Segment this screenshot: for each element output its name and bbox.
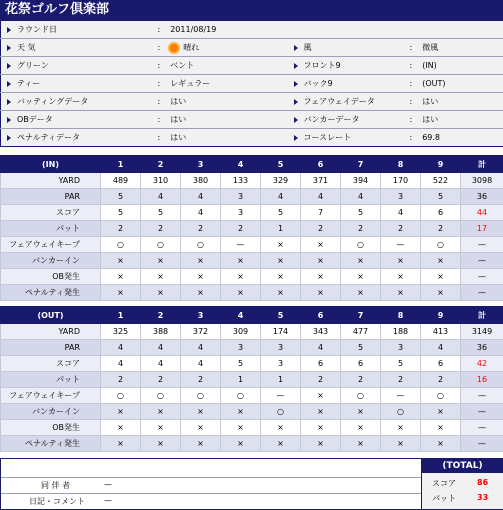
score-cell: 4 [381, 205, 421, 221]
score-cell: 4 [301, 340, 341, 356]
hole-header: 7 [341, 156, 381, 173]
row-label: YARD [1, 173, 101, 189]
score-cell: 2 [301, 221, 341, 237]
score-cell: × [141, 253, 181, 269]
arrow-icon [294, 135, 298, 141]
score-cell: ○ [381, 404, 421, 420]
score-cell: × [101, 285, 141, 301]
score-cell: ○ [141, 388, 181, 404]
info-row [1, 21, 503, 39]
score-cell: 4 [181, 189, 221, 205]
score-cell: 3 [261, 340, 301, 356]
hole-header: 6 [301, 307, 341, 324]
total-score-label: スコア [432, 479, 456, 488]
score-cell: 522 [421, 173, 461, 189]
score-cell: × [301, 253, 341, 269]
hole-header: 計 [461, 156, 503, 173]
score-cell: ○ [101, 237, 141, 253]
row-total: 17 [461, 221, 503, 237]
row-total: — [461, 253, 503, 269]
arrow-icon [7, 81, 11, 87]
score-cell: 6 [341, 356, 381, 372]
score-cell: × [261, 420, 301, 436]
score-cell: × [421, 253, 461, 269]
score-cell: × [341, 253, 381, 269]
score-cell: × [301, 436, 341, 452]
score-header-row [1, 156, 503, 173]
score-cell: 394 [341, 173, 381, 189]
info-label: 天 気 [1, 39, 156, 57]
score-cell: × [261, 285, 301, 301]
info-label: フェアウェイデータ [288, 93, 408, 111]
score-row [1, 221, 503, 237]
row-total: — [461, 436, 503, 452]
score-cell: 7 [301, 205, 341, 221]
row-total: 36 [461, 340, 503, 356]
score-cell: × [261, 436, 301, 452]
out-score-table [0, 306, 503, 452]
score-cell: 1 [221, 372, 261, 388]
score-cell: 3 [261, 356, 301, 372]
score-row [1, 372, 503, 388]
info-value: : 2011/08/19 [156, 21, 288, 39]
info-label: バック9 [288, 75, 408, 93]
score-cell: × [261, 253, 301, 269]
score-cell: × [101, 253, 141, 269]
score-cell: 2 [181, 372, 221, 388]
score-cell: 4 [181, 340, 221, 356]
info-value: : はい [408, 111, 503, 129]
score-cell: — [221, 237, 261, 253]
hole-header: 4 [221, 307, 261, 324]
score-cell: 413 [421, 324, 461, 340]
hole-header: 5 [261, 156, 301, 173]
score-cell: × [301, 269, 341, 285]
score-cell: × [301, 404, 341, 420]
score-cell: 4 [181, 356, 221, 372]
row-total: 3149 [461, 324, 503, 340]
hole-header: 3 [181, 307, 221, 324]
row-label: PAR [1, 340, 101, 356]
row-label: パット [1, 372, 101, 388]
info-value [408, 21, 503, 39]
info-row [1, 57, 503, 75]
hole-header: 4 [221, 156, 261, 173]
score-cell: 2 [301, 372, 341, 388]
score-cell: 2 [101, 221, 141, 237]
score-cell: × [101, 420, 141, 436]
score-cell: 2 [341, 221, 381, 237]
info-row [1, 75, 503, 93]
info-row [1, 39, 503, 57]
score-cell: ○ [341, 388, 381, 404]
hole-header: 3 [181, 156, 221, 173]
diary-value: — [104, 496, 112, 505]
info-value: : 69.8 [408, 129, 503, 147]
info-label: コースレート [288, 129, 408, 147]
score-cell: × [381, 253, 421, 269]
score-cell: 4 [261, 189, 301, 205]
score-cell: 2 [381, 221, 421, 237]
info-value: : (IN) [408, 57, 503, 75]
arrow-icon [7, 63, 11, 69]
score-cell: ○ [181, 388, 221, 404]
info-value: : レギュラー [156, 75, 288, 93]
hole-header: 9 [421, 307, 461, 324]
row-label: YARD [1, 324, 101, 340]
score-cell: × [181, 436, 221, 452]
score-cell: ○ [421, 237, 461, 253]
score-cell: 188 [381, 324, 421, 340]
score-cell: × [421, 269, 461, 285]
info-value: : はい [156, 93, 288, 111]
score-cell: 5 [421, 189, 461, 205]
score-cell: 2 [221, 221, 261, 237]
row-label: PAR [1, 189, 101, 205]
score-cell: × [181, 285, 221, 301]
score-cell: 1 [261, 372, 301, 388]
score-cell: 4 [101, 356, 141, 372]
score-cell: — [381, 237, 421, 253]
score-cell: × [141, 436, 181, 452]
score-cell: 4 [141, 356, 181, 372]
sun-icon [170, 44, 178, 52]
score-row [1, 356, 503, 372]
info-value: : はい [408, 93, 503, 111]
score-cell: 4 [341, 189, 381, 205]
arrow-icon [7, 117, 11, 123]
score-row [1, 173, 503, 189]
score-cell: × [141, 269, 181, 285]
score-cell: × [381, 436, 421, 452]
hole-header: 1 [101, 156, 141, 173]
score-cell: 4 [181, 205, 221, 221]
score-cell: 325 [101, 324, 141, 340]
score-cell: ○ [141, 237, 181, 253]
arrow-icon [294, 99, 298, 105]
info-row [1, 111, 503, 129]
arrow-icon [294, 117, 298, 123]
row-label: OB発生 [1, 420, 101, 436]
score-cell: 310 [141, 173, 181, 189]
info-label: 風 [288, 39, 408, 57]
arrow-icon [7, 27, 11, 33]
row-total: — [461, 404, 503, 420]
score-row [1, 340, 503, 356]
score-cell: × [421, 285, 461, 301]
row-total: 44 [461, 205, 503, 221]
arrow-icon [7, 99, 11, 105]
row-label: OB発生 [1, 269, 101, 285]
row-total: — [461, 285, 503, 301]
row-total: — [461, 237, 503, 253]
score-cell: 6 [301, 356, 341, 372]
row-total: 36 [461, 189, 503, 205]
score-row [1, 285, 503, 301]
score-row [1, 269, 503, 285]
score-cell: 3 [221, 340, 261, 356]
score-cell: 6 [421, 205, 461, 221]
score-cell: × [301, 285, 341, 301]
score-cell: 372 [181, 324, 221, 340]
score-cell: 4 [101, 340, 141, 356]
score-cell: 4 [301, 189, 341, 205]
score-cell: × [141, 420, 181, 436]
companion-value: — [104, 480, 112, 489]
info-label: バッティングデータ [1, 93, 156, 111]
score-cell: 3 [381, 189, 421, 205]
score-cell: 5 [141, 205, 181, 221]
score-cell: × [381, 269, 421, 285]
score-cell: 489 [101, 173, 141, 189]
hole-header: 8 [381, 307, 421, 324]
score-cell: × [181, 404, 221, 420]
info-label: バンカーデータ [288, 111, 408, 129]
score-cell: 6 [421, 356, 461, 372]
score-row [1, 324, 503, 340]
score-cell: × [181, 269, 221, 285]
row-label: スコア [1, 205, 101, 221]
score-cell: 4 [141, 340, 181, 356]
row-label: フェアウェイキープ [1, 237, 101, 253]
total-putt-value: 33 [477, 493, 489, 502]
score-cell: × [341, 436, 381, 452]
score-cell: 3 [221, 189, 261, 205]
score-cell: × [101, 269, 141, 285]
row-total: 3098 [461, 173, 503, 189]
info-label: フロント9 [288, 57, 408, 75]
companion-label: 同 伴 者 [41, 481, 71, 490]
score-cell: × [301, 388, 341, 404]
score-cell: ○ [421, 388, 461, 404]
row-total: 16 [461, 372, 503, 388]
score-cell: 2 [181, 221, 221, 237]
info-label: グリーン [1, 57, 156, 75]
arrow-icon [7, 45, 11, 51]
score-cell: × [421, 404, 461, 420]
info-value: : 微風 [408, 39, 503, 57]
info-value: : (OUT) [408, 75, 503, 93]
hole-header: 6 [301, 156, 341, 173]
score-cell: × [221, 269, 261, 285]
score-cell: × [341, 404, 381, 420]
score-header-row [1, 307, 503, 324]
total-header: (TOTAL) [422, 459, 503, 473]
hole-header: 計 [461, 307, 503, 324]
diary-label: 日記・コメント [29, 497, 85, 506]
in-score-table [0, 155, 503, 301]
score-cell: × [341, 269, 381, 285]
score-cell: 170 [381, 173, 421, 189]
score-cell: × [341, 420, 381, 436]
score-row [1, 189, 503, 205]
score-cell: 343 [301, 324, 341, 340]
score-cell: 2 [341, 372, 381, 388]
score-cell: 2 [421, 221, 461, 237]
total-score-value: 86 [477, 478, 489, 487]
total-box [421, 459, 503, 509]
score-cell: 4 [421, 340, 461, 356]
score-cell: × [221, 404, 261, 420]
score-cell: ○ [181, 237, 221, 253]
section-label: (IN) [1, 156, 101, 173]
score-cell: 5 [101, 205, 141, 221]
arrow-icon [294, 45, 298, 51]
info-value: : はい [156, 111, 288, 129]
score-cell: 4 [141, 189, 181, 205]
score-cell: × [181, 253, 221, 269]
info-row [1, 129, 503, 147]
score-cell: × [221, 420, 261, 436]
score-cell: 2 [141, 221, 181, 237]
score-cell: × [221, 253, 261, 269]
score-cell: × [221, 285, 261, 301]
score-row [1, 388, 503, 404]
info-value: : 晴れ [156, 39, 288, 57]
hole-header: 7 [341, 307, 381, 324]
score-row [1, 237, 503, 253]
score-cell: 2 [421, 372, 461, 388]
info-value: : はい [156, 129, 288, 147]
score-cell: 3 [221, 205, 261, 221]
row-total: 42 [461, 356, 503, 372]
score-cell: × [301, 420, 341, 436]
score-cell: ○ [261, 404, 301, 420]
row-label: スコア [1, 356, 101, 372]
score-cell: × [341, 285, 381, 301]
score-cell: × [141, 404, 181, 420]
score-cell: × [181, 420, 221, 436]
score-cell: ○ [341, 237, 381, 253]
score-cell: 380 [181, 173, 221, 189]
info-label: OBデータ [1, 111, 156, 129]
section-label: (OUT) [1, 307, 101, 324]
hole-header: 1 [101, 307, 141, 324]
row-label: バンカーイン [1, 253, 101, 269]
score-cell: × [301, 237, 341, 253]
hole-header: 2 [141, 156, 181, 173]
score-cell: 5 [221, 356, 261, 372]
score-cell: 329 [261, 173, 301, 189]
row-total: — [461, 269, 503, 285]
arrow-icon [294, 63, 298, 69]
score-cell: × [101, 436, 141, 452]
arrow-icon [294, 81, 298, 87]
info-label [288, 21, 408, 39]
score-cell: ○ [101, 388, 141, 404]
score-cell: 2 [101, 372, 141, 388]
score-cell: 5 [341, 205, 381, 221]
score-cell: 5 [261, 205, 301, 221]
score-cell: — [381, 388, 421, 404]
row-total: — [461, 420, 503, 436]
hole-header: 9 [421, 156, 461, 173]
score-row [1, 205, 503, 221]
row-label: パット [1, 221, 101, 237]
score-cell: 5 [381, 356, 421, 372]
row-label: ペナルティ発生 [1, 436, 101, 452]
score-cell: ○ [221, 388, 261, 404]
row-total: — [461, 388, 503, 404]
round-info-table [0, 20, 503, 147]
score-cell: × [101, 404, 141, 420]
info-label: ラウンド日 [1, 21, 156, 39]
hole-header: 5 [261, 307, 301, 324]
score-row [1, 436, 503, 452]
score-cell: × [141, 285, 181, 301]
score-row [1, 404, 503, 420]
hole-header: 8 [381, 156, 421, 173]
info-label: ティー [1, 75, 156, 93]
total-putt-label: パット [432, 494, 456, 503]
row-label: フェアウェイキープ [1, 388, 101, 404]
score-cell: × [261, 237, 301, 253]
summary-box [0, 458, 503, 510]
score-cell: 5 [341, 340, 381, 356]
page-title: 花祭ゴルフ倶楽部 [0, 0, 503, 20]
score-cell: 1 [261, 221, 301, 237]
score-cell: 388 [141, 324, 181, 340]
score-cell: × [421, 436, 461, 452]
info-row [1, 93, 503, 111]
score-row [1, 253, 503, 269]
score-cell: × [381, 420, 421, 436]
info-value: : ベント [156, 57, 288, 75]
score-cell: 477 [341, 324, 381, 340]
score-cell: 3 [381, 340, 421, 356]
score-cell: 2 [381, 372, 421, 388]
row-label: バンカーイン [1, 404, 101, 420]
arrow-icon [7, 135, 11, 141]
score-cell: 309 [221, 324, 261, 340]
row-label: ペナルティ発生 [1, 285, 101, 301]
info-label: ペナルティデータ [1, 129, 156, 147]
score-cell: 5 [101, 189, 141, 205]
score-row [1, 420, 503, 436]
score-cell: × [421, 420, 461, 436]
score-cell: × [381, 285, 421, 301]
score-cell: 2 [141, 372, 181, 388]
hole-header: 2 [141, 307, 181, 324]
score-cell: × [261, 269, 301, 285]
score-cell: 133 [221, 173, 261, 189]
score-cell: × [221, 436, 261, 452]
score-cell: 174 [261, 324, 301, 340]
score-cell: 371 [301, 173, 341, 189]
score-cell: — [261, 388, 301, 404]
